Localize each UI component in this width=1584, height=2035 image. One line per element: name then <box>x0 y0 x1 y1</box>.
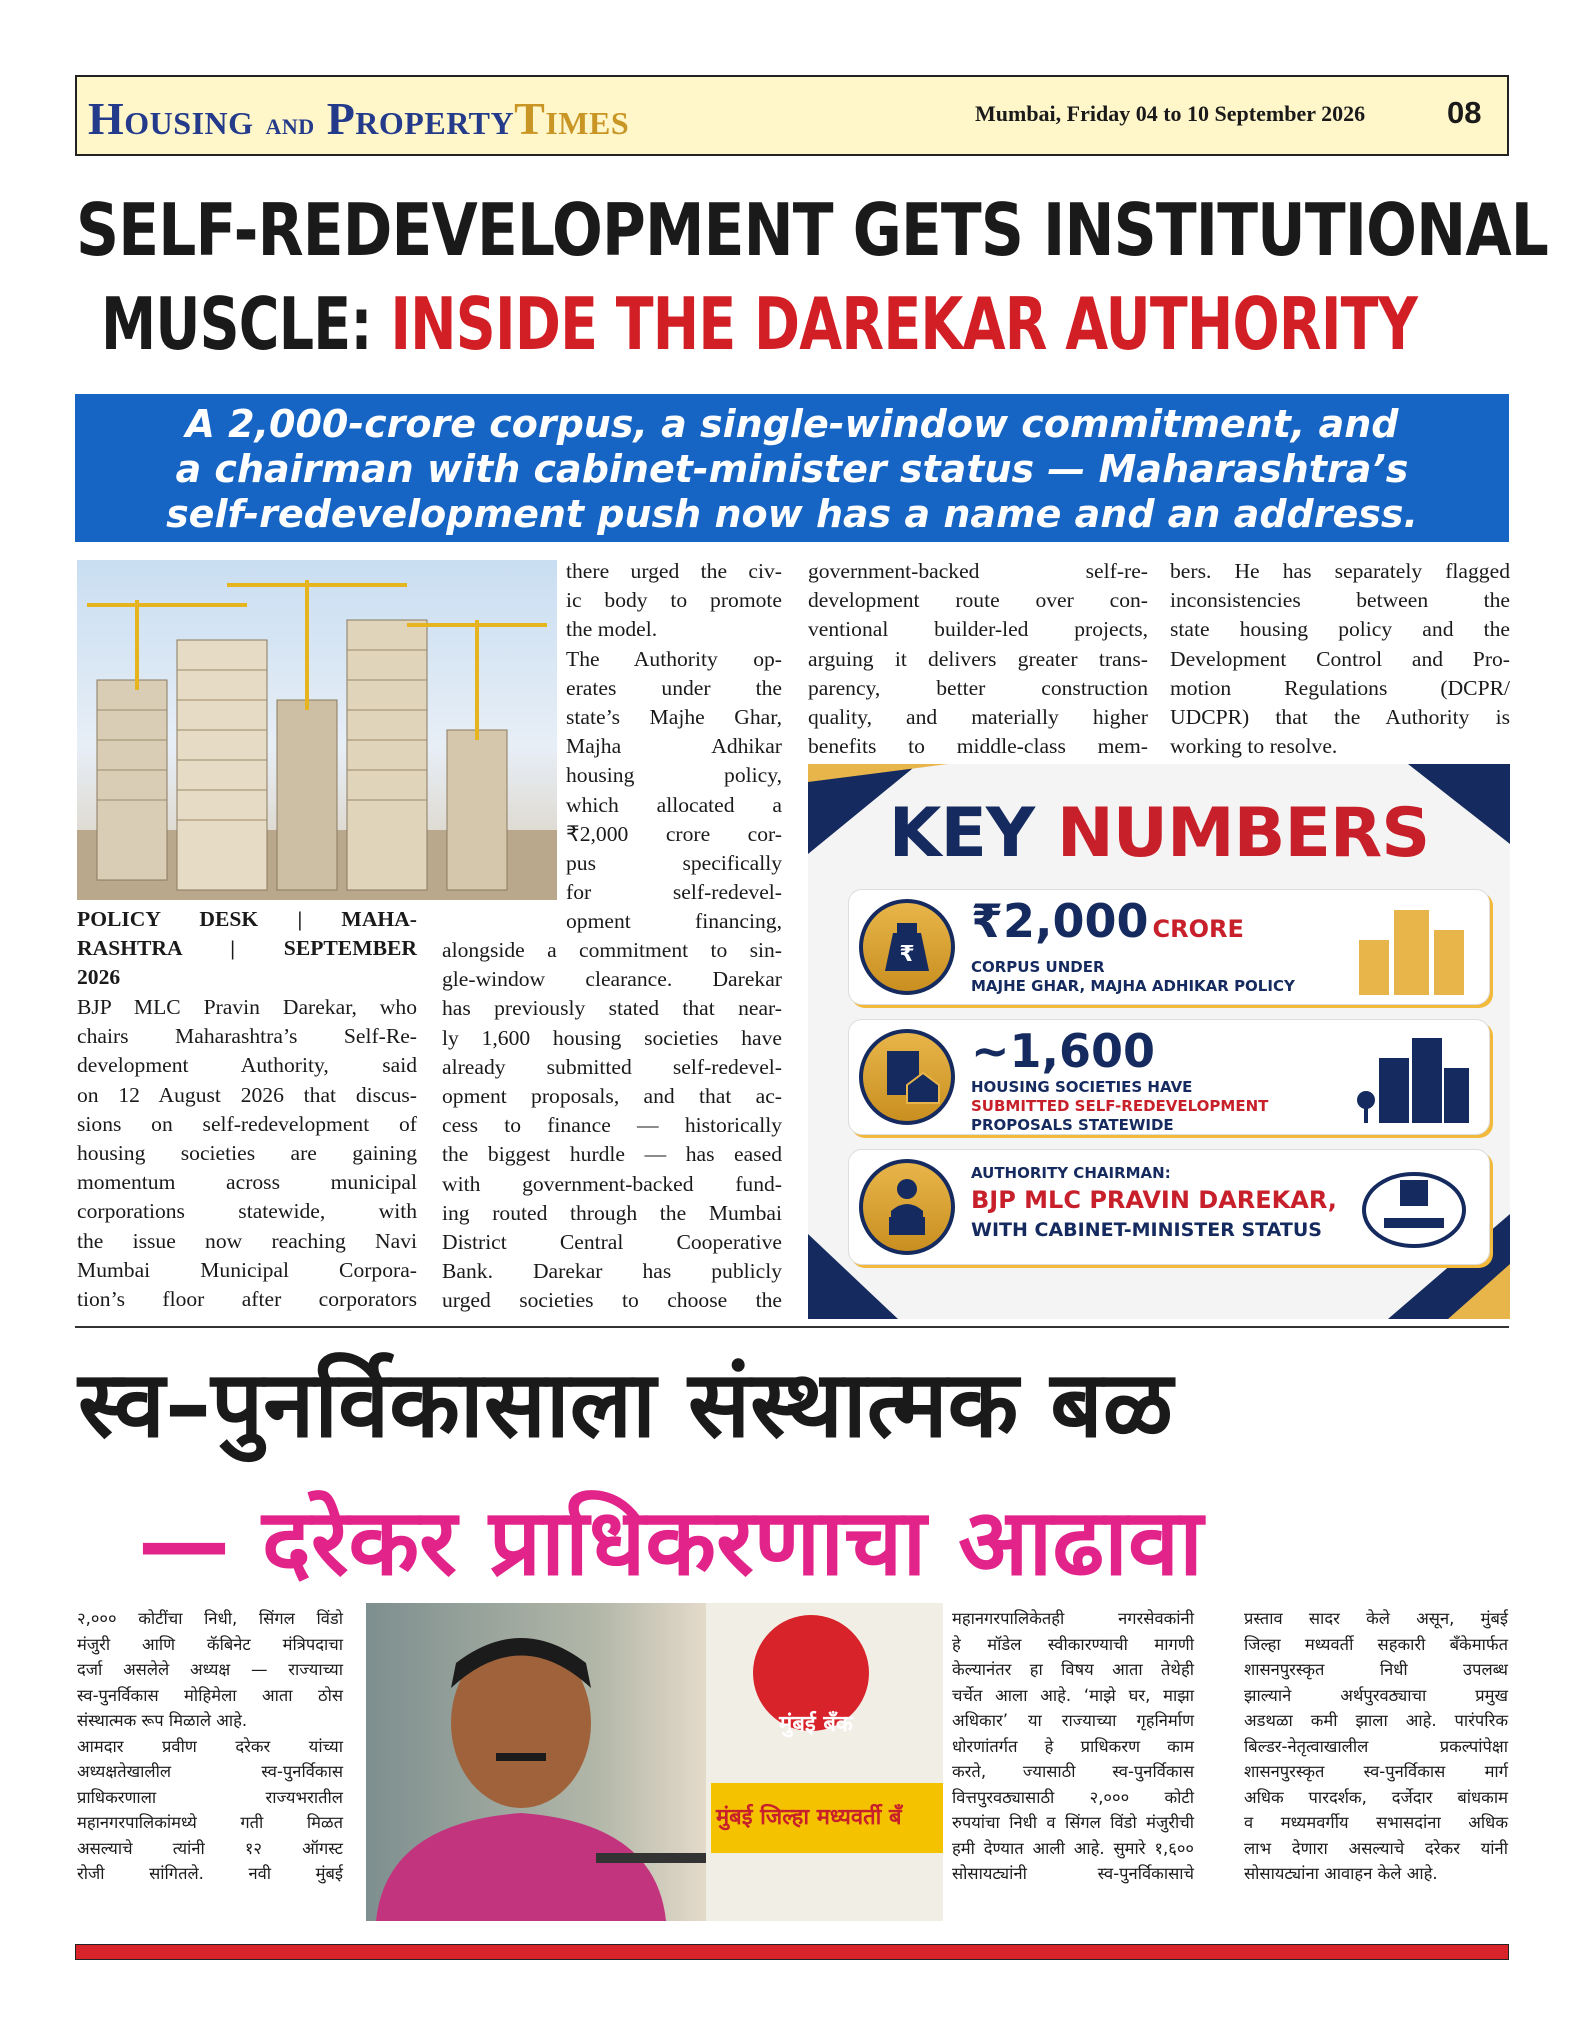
title-key: KEY <box>888 794 1035 873</box>
text-line: व मध्यमवर्गीय सभासदांना अधिक <box>1244 1813 1508 1832</box>
text-line: state housing policy and the <box>1170 617 1510 642</box>
text-line: महानगरपालिकांमध्ये गती मिळत <box>77 1813 343 1832</box>
deck-line-2: a chairman with cabinet-minister status — Maharashtra’s <box>175 447 1409 491</box>
text-line: UDCPR) that the Authority is <box>1170 705 1510 730</box>
deck-banner <box>75 394 1509 542</box>
text-line: २,००० कोटींचा निधी, सिंगल विंडो <box>77 1609 343 1628</box>
text-line: which allocated a <box>566 792 782 817</box>
document-house-icon <box>859 1029 955 1125</box>
society-buildings-icon <box>1354 1028 1484 1128</box>
text-line: parency, better construction <box>808 675 1148 700</box>
deck-line-3: self-redevelopment push now has a name and an address. <box>166 492 1418 536</box>
text-line: अध्यक्षतेखालील स्व-पुनर्विकास <box>77 1762 343 1781</box>
text-line: Bank. Darekar has publicly <box>442 1259 782 1284</box>
text-line: Majha Adhikar <box>566 734 782 759</box>
buildings-icon <box>1354 900 1474 995</box>
text-line: करते, ज्यासाठी स्व-पुनर्विकास <box>952 1762 1194 1781</box>
text-line: urged societies to choose the <box>442 1288 782 1313</box>
title-and: and <box>265 105 315 141</box>
text-line: धोरणांतर्गत हे प्राधिकरण काम <box>952 1736 1194 1756</box>
byline-line: POLICY DESK | MAHA- <box>77 907 417 931</box>
text-line: असल्याचे त्यांनी १२ ऑगस्ट <box>77 1838 343 1858</box>
text-line: प्राधिकरणाला राज्यभरातील <box>77 1787 343 1807</box>
section-divider <box>75 1326 1509 1328</box>
bank-signboard: मुंबई जिल्हा मध्यवर्ती बँ <box>716 1805 902 1830</box>
article-column-3 <box>808 557 1148 761</box>
caption-line: PROPOSALS STATEWIDE <box>971 1116 1174 1134</box>
headline-line-2 <box>101 282 1417 366</box>
text-line: BJP MLC Pravin Darekar, who <box>77 995 417 1019</box>
text-line: quality, and materially higher <box>808 705 1148 730</box>
text-line: ₹2,000 crore cor- <box>566 821 782 846</box>
title-housing: Housing <box>88 93 254 144</box>
text-line: arguing it delivers greater trans- <box>808 646 1148 671</box>
text-line: government-backed self-re- <box>808 559 1148 583</box>
key-number-card-corpus <box>848 889 1490 1005</box>
text-line: हे मॉडेल स्वीकारण्याची मागणी <box>952 1634 1194 1654</box>
text-line: केल्यानंतर हा विषय आता तेथेही <box>952 1660 1194 1679</box>
text-line: संस्थात्मक रूप मिळाले आहे. <box>77 1711 248 1730</box>
text-line: gle-window clearance. Darekar <box>442 967 782 992</box>
text-line: ly 1,600 housing societies have <box>442 1025 782 1050</box>
deck-line-1: A 2,000-crore corpus, a single-window commitment, and <box>185 402 1399 446</box>
corpus-value-row <box>971 894 1244 948</box>
text-line: erates under the <box>566 675 782 700</box>
article-column-4 <box>1170 557 1510 761</box>
construction-photo <box>77 560 557 900</box>
chairman-name: BJP MLC PRAVIN DAREKAR, <box>971 1186 1337 1214</box>
corpus-value: ₹2,000 <box>971 894 1149 948</box>
text-line: chairs Maharashtra’s Self-Re- <box>77 1024 417 1049</box>
article-column-1 <box>77 993 417 1314</box>
text-line: benefits to middle-class mem- <box>808 734 1148 759</box>
text-line: सोसायट्यांना आवाहन केले आहे. <box>1244 1864 1438 1883</box>
text-line: सोसायट्यांनी स्व-पुनर्विकासाचे <box>952 1864 1194 1883</box>
text-line: corporations statewide, with <box>77 1199 417 1224</box>
chairman-label: AUTHORITY CHAIRMAN: <box>971 1164 1171 1182</box>
text-line: वित्तपुरवठ्यासाठी २,००० कोटी <box>952 1787 1194 1807</box>
text-line: for self-redevel- <box>566 880 782 905</box>
text-line: working to resolve. <box>1170 734 1338 759</box>
title-property: Property <box>326 93 515 144</box>
issue-date: Mumbai, Friday 04 to 10 September 2026 <box>975 101 1366 126</box>
title-numbers: NUMBERS <box>1056 794 1430 873</box>
assembly-icon <box>1354 1162 1474 1252</box>
text-line: has previously stated that near- <box>442 996 782 1021</box>
text-line: on 12 August 2026 that discus- <box>77 1082 417 1107</box>
article-byline <box>77 905 417 993</box>
text-line: there urged the civ- <box>566 559 782 583</box>
corpus-unit: CRORE <box>1152 915 1244 943</box>
text-line: pus specifically <box>566 851 782 876</box>
chairman-status: WITH CABINET-MINISTER STATUS <box>971 1219 1322 1241</box>
text-line: development route over con- <box>808 588 1148 613</box>
text-line: रोजी सांगितले. नवी मुंबई <box>77 1864 343 1883</box>
caption-line: SUBMITTED SELF-REDEVELOPMENT <box>971 1097 1269 1115</box>
newspaper-title <box>88 92 629 145</box>
text-line: ing routed through the Mumbai <box>442 1200 782 1225</box>
text-line: प्रस्ताव सादर केले असून, मुंबई <box>1244 1609 1508 1628</box>
text-line: रुपयांचा निधी व सिंगल विंडो मंजुरीची <box>952 1813 1194 1832</box>
title-times: Times <box>514 93 630 144</box>
text-line: the model. <box>566 617 658 642</box>
text-line: अधिकार’ या राज्याच्या गृहनिर्माण <box>952 1711 1194 1730</box>
text-line: the biggest hurdle — has eased <box>442 1142 782 1167</box>
key-number-card-chairman <box>848 1149 1490 1265</box>
darekar-photo <box>366 1603 943 1921</box>
text-line: मंजुरी आणि कॅबिनेट मंत्रिपदाचा <box>77 1634 343 1654</box>
text-line: District Central Cooperative <box>442 1230 782 1255</box>
text-line: जिल्हा मध्यवर्ती सहकारी बँकेमार्फत <box>1244 1634 1508 1654</box>
text-line: महानगरपालिकेतही नगरसेवकांनी <box>952 1609 1194 1628</box>
text-line: development Authority, said <box>77 1053 417 1078</box>
page-number: 08 <box>1447 95 1482 130</box>
marathi-column-3 <box>1244 1606 1508 1887</box>
text-line: sions on self-redevelopment of <box>77 1111 417 1136</box>
text-line: लाभ देणारा असल्याचे दरेकर यांनी <box>1244 1838 1508 1858</box>
text-line: cess to finance — historically <box>442 1113 782 1138</box>
text-line: housing societies are gaining <box>77 1141 417 1166</box>
key-numbers-infographic <box>808 764 1510 1319</box>
text-line: with government-backed fund- <box>442 1171 782 1196</box>
text-line: दर्जा असलेले अध्यक्ष — राज्याच्या <box>77 1660 343 1679</box>
text-line: alongside a commitment to sin- <box>442 938 782 962</box>
marathi-column-1 <box>77 1606 343 1887</box>
societies-value: ~1,600 <box>971 1024 1156 1078</box>
text-line: ventional builder-led projects, <box>808 617 1148 642</box>
darekar-illustration <box>366 1603 943 1921</box>
headline-line-1: SELF-REDEVELOPMENT GETS INSTITUTIONAL <box>76 188 1548 272</box>
caption-line: CORPUS UNDER <box>971 958 1105 976</box>
text-line: Mumbai Municipal Corpora- <box>77 1257 417 1282</box>
caption-line: MAJHE GHAR, MAJHA ADHIKAR POLICY <box>971 977 1295 995</box>
speaker-podium-icon <box>859 1159 955 1255</box>
caption-line: HOUSING SOCIETIES HAVE <box>971 1078 1193 1096</box>
text-line: शासनपुरस्कृत निधी उपलब्ध <box>1244 1660 1508 1679</box>
text-line: ic body to promote <box>566 588 782 613</box>
text-line: अधिक पारदर्शक, दर्जेदार बांधकाम <box>1244 1787 1508 1807</box>
headline-darekar-authority: INSIDE THE DAREKAR AUTHORITY <box>390 282 1418 366</box>
text-line: bers. He has separately flagged <box>1170 559 1510 583</box>
text-line: momentum across municipal <box>77 1170 417 1195</box>
text-line: housing policy, <box>566 763 782 788</box>
text-line: आमदार प्रवीण दरेकर यांच्या <box>77 1736 343 1756</box>
text-line: state’s Majhe Ghar, <box>566 705 782 730</box>
text-line: opment proposals, and that ac- <box>442 1084 782 1109</box>
marathi-headline-2: — दरेकर प्राधिकरणाचा आढावा <box>138 1489 1203 1596</box>
text-line: अडथळा कमी झाला आहे. पारंपरिक <box>1244 1711 1508 1730</box>
text-line: motion Regulations (DCPR/ <box>1170 675 1510 700</box>
text-line: हमी देण्यात आली आहे. सुमारे १,६०० <box>952 1838 1194 1858</box>
text-line: tion’s floor after corporators <box>77 1287 417 1312</box>
text-line: Development Control and Pro- <box>1170 646 1510 671</box>
text-line: चर्चेत आला आहे. ‘माझे घर, माझा <box>952 1685 1194 1705</box>
text-line: झाल्याने अर्थपुरवठ्याचा प्रमुख <box>1244 1685 1508 1705</box>
marathi-column-2 <box>952 1606 1194 1887</box>
text-line: बिल्डर-नेतृत्वाखालील प्रकल्पांपेक्षा <box>1244 1736 1508 1756</box>
key-number-card-societies <box>848 1019 1490 1135</box>
key-numbers-title <box>808 794 1510 873</box>
text-line: opment financing, <box>566 909 782 934</box>
svg-text:₹: ₹ <box>899 942 915 967</box>
footer-bar <box>75 1944 1509 1960</box>
bank-logo-text: मुंबई बँक <box>779 1712 853 1737</box>
text-line: the issue now reaching Navi <box>77 1228 417 1253</box>
corpus-caption <box>971 958 1295 996</box>
construction-illustration <box>77 560 557 900</box>
text-line: The Authority op- <box>566 646 782 671</box>
headline-muscle: MUSCLE: <box>101 282 391 366</box>
byline-line: 2026 <box>77 965 121 990</box>
marathi-headline-1: स्व–पुनर्विकासाला संस्थात्मक बळ <box>78 1351 1173 1458</box>
money-bag-icon <box>859 899 955 995</box>
article-column-2-top <box>566 557 782 937</box>
byline-line: RASHTRA | SEPTEMBER <box>77 936 417 961</box>
text-line: already submitted self-redevel- <box>442 1054 782 1079</box>
article-column-2-bottom <box>442 936 782 1316</box>
text-line: शासनपुरस्कृत स्व-पुनर्विकास मार्ग <box>1244 1762 1508 1781</box>
text-line: स्व-पुनर्विकास मोहिमेला आता ठोस <box>77 1685 343 1705</box>
societies-caption <box>971 1078 1268 1135</box>
text-line: inconsistencies between the <box>1170 588 1510 613</box>
